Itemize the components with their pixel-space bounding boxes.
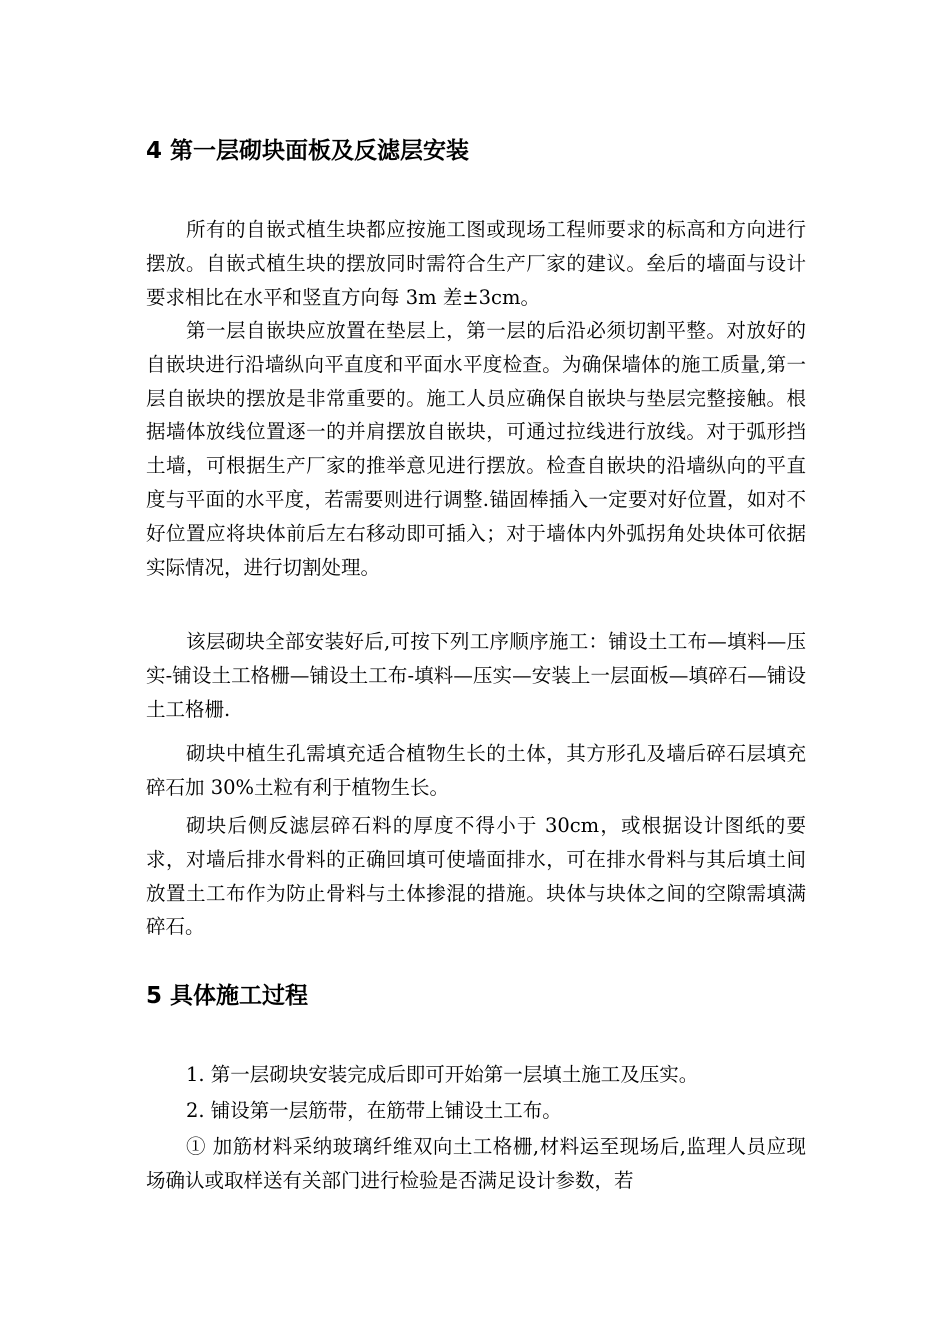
- section-4-paragraph-2: 第一层自嵌块应放置在垫层上，第一层的后沿必须切割平整。对放好的自嵌块进行沿墙纵向平直度和平面水平度检查。为确保墙体的施工质量,第一层自嵌块的摆放是非常重要的。施工人员应确保自嵌块与垫层完整接触。根据墙体放线位置逐一的并肩摆放自嵌块，可通过拉线进行放线。对于弧形挡土墙，可根据生产厂家的推举意见进行摆放。检查自嵌块的沿墙纵向的平直度与平面的水平度，若需要则进行调整.锚固棒插入一定要对好位置，如对不好位置应将块体前后左右移动即可插入；对于墙体内外弧拐角处块体可依据实际情况，进行切割处理。: [146, 319, 806, 579]
- section-4-heading: 4 第一层砌块面板及反滤层安装: [146, 138, 470, 164]
- section-4-paragraph-3: 该层砌块全部安装好后,可按下列工序顺序施工：铺设土工布—填料—压实-铺设土工格栅—铺设土工布-填料—压实—安装上一层面板—填碎石—铺设土工格栅.: [146, 630, 806, 721]
- section-4-paragraph-4: 砌块中植生孔需填充适合植物生长的土体，其方形孔及墙后碎石层填充碎石加 30%土粒有利于植物生长。: [146, 742, 806, 799]
- section-5-step-1: 1. 第一层砌块安装完成后即可开始第一层填土施工及压实。: [186, 1063, 699, 1086]
- section-5-step-2: 2. 铺设第一层筋带，在筋带上铺设土工布。: [186, 1099, 562, 1122]
- section-4-paragraph-1: 所有的自嵌式植生块都应按施工图或现场工程师要求的标高和方向进行摆放。自嵌式植生块的摆放同时需符合生产厂家的建议。垒后的墙面与设计要求相比在水平和竖直方向每 3m 差±3cm。: [146, 218, 806, 309]
- section-5-item-1: ① 加筋材料采纳玻璃纤维双向土工格栅,材料运至现场后,监理人员应现场确认或取样送有关部门进行检验是否满足设计参数，若: [146, 1135, 806, 1192]
- section-5-heading: 5 具体施工过程: [146, 983, 309, 1009]
- section-4-paragraph-5: 砌块后侧反滤层碎石料的厚度不得小于 30cm，或根据设计图纸的要求，对墙后排水骨料的正确回填可使墙面排水，可在排水骨料与其后填土间放置土工布作为防止骨料与土体掺混的措施。块体与块体之间的空隙需填满碎石。: [146, 814, 806, 939]
